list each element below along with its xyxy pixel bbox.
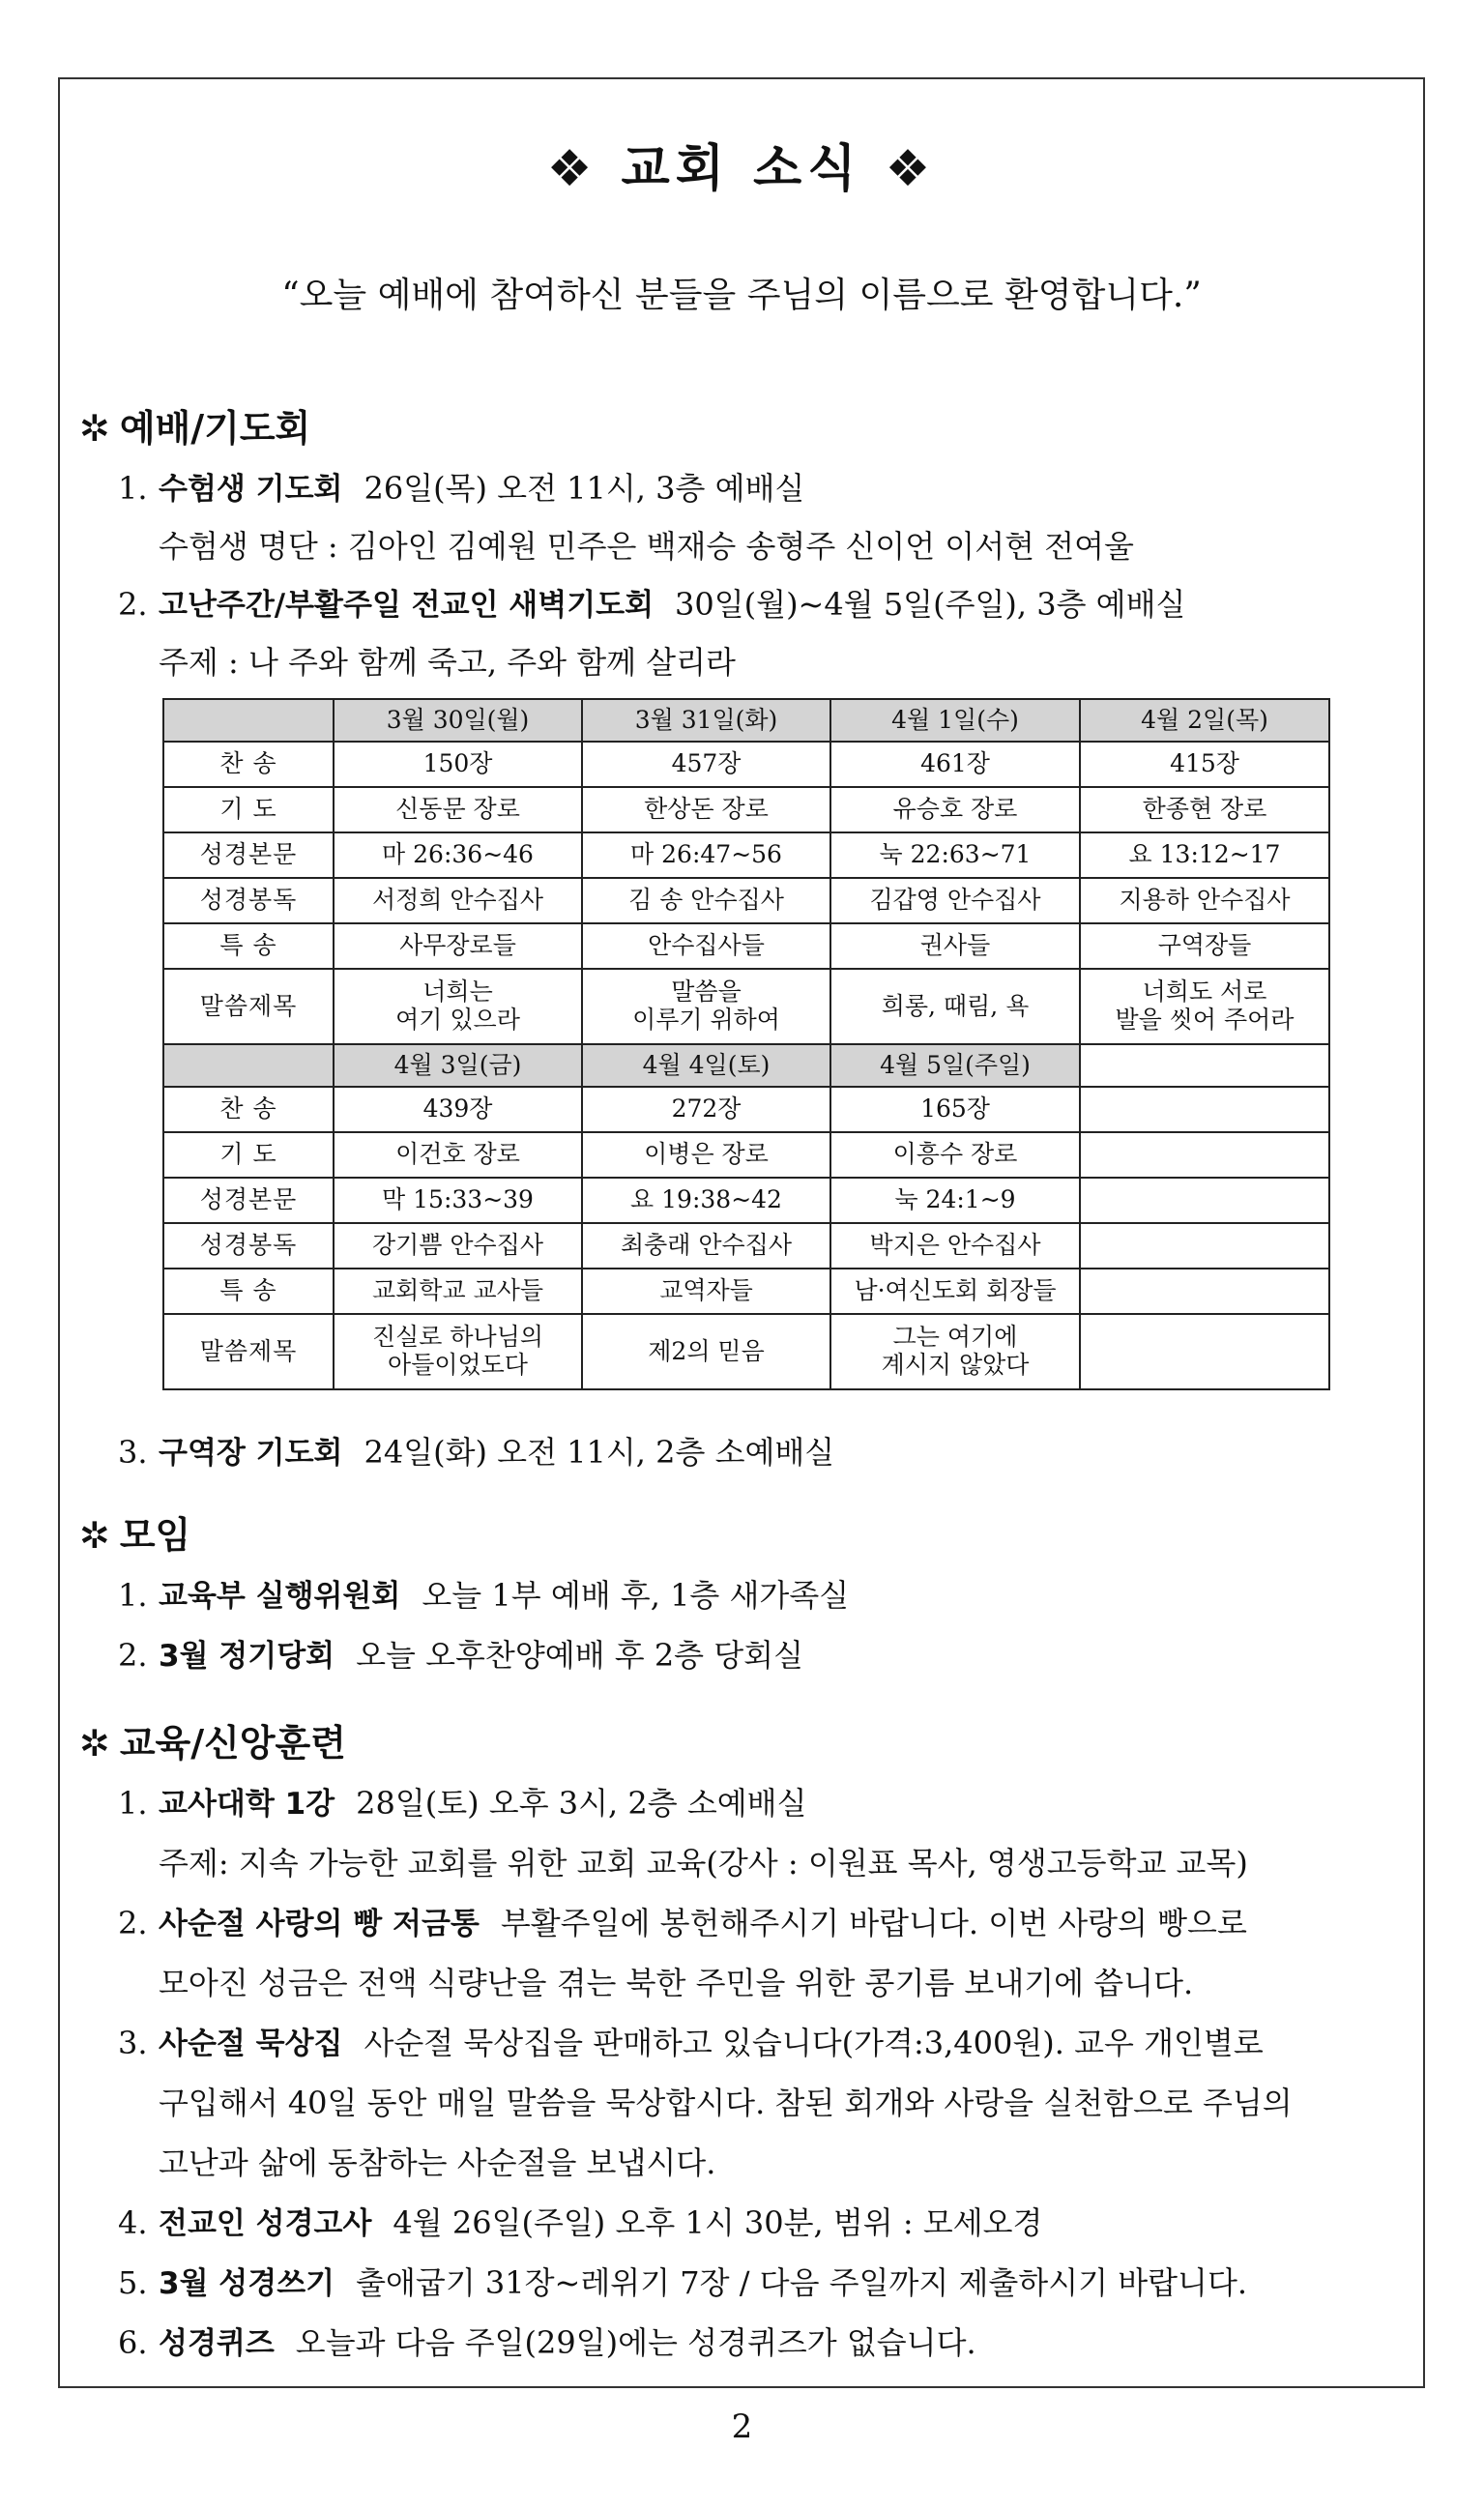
list-item: 1. 교육부 실행위원회 오늘 1부 예배 후, 1층 새가족실 [118, 1577, 850, 1614]
section-mark-icon: ✲ [79, 407, 110, 450]
row-label: 말씀제목 [163, 1314, 334, 1389]
table-row: 성경봉독 강기쁨 안수집사 최충래 안수집사 박지은 안수집사 [163, 1223, 1329, 1269]
table-row: 말씀제목 너희는 여기 있으라 말씀을 이루기 위하여 희롱, 때림, 욕 너희도 서로 발을 씻어 주어라 [163, 969, 1329, 1044]
row-label: 성경봉독 [163, 878, 334, 923]
list-item: 3. 구역장 기도회 24일(화) 오전 11시, 2층 소예배실 [118, 1434, 835, 1471]
list-item-cont: 고난과 삶에 동참하는 사순절을 보냅시다. [159, 2144, 716, 2181]
row-label: 성경본문 [163, 832, 334, 878]
date-cell: 4월 4일(토) [582, 1044, 830, 1087]
page-title: ❖ 교회 소식 ❖ [546, 140, 937, 198]
table-row: 기 도 신동문 장로 한상돈 장로 유승호 장로 한종현 장로 [163, 787, 1329, 832]
date-cell: 4월 1일(수) [830, 699, 1080, 742]
row-label: 기 도 [163, 787, 334, 832]
section-heading-worship: ✲ 예배/기도회 [79, 407, 311, 450]
table-row: 성경봉독 서정희 안수집사 김 송 안수집사 김갑영 안수집사 지용하 안수집사 [163, 878, 1329, 923]
list-item-sub: 주제: 지속 가능한 교회를 위한 교회 교육(강사 : 이원표 목사, 영생고등학교 교목) [159, 1845, 1248, 1882]
list-item: 3. 사순절 묵상집 사순절 묵상집을 판매하고 있습니다(가격:3,400원). 교우 개인별로 [118, 2025, 1264, 2061]
section-mark-icon: ✲ [79, 1722, 110, 1765]
schedule-table [162, 698, 1330, 1390]
page-number: 2 [731, 2407, 753, 2446]
row-label: 말씀제목 [163, 969, 334, 1044]
table-row: 찬 송 150장 457장 461장 415장 [163, 742, 1329, 787]
section-heading-gathering: ✲ 모임 [79, 1514, 191, 1557]
row-label: 기 도 [163, 1132, 334, 1178]
date-cell: 4월 5일(주일) [830, 1044, 1080, 1087]
section-mark-icon: ✲ [79, 1514, 110, 1557]
table-row: 기 도 이건호 장로 이병은 장로 이흥수 장로 [163, 1132, 1329, 1178]
row-label: 찬 송 [163, 742, 334, 787]
welcome-message: “오늘 예배에 참여하신 분들을 주님의 이름으로 환영합니다.” [281, 276, 1202, 315]
row-label: 성경본문 [163, 1178, 334, 1223]
date-cell: 3월 31일(화) [582, 699, 830, 742]
date-cell: 3월 30일(월) [334, 699, 582, 742]
row-label: 성경봉독 [163, 1223, 334, 1269]
news-frame [58, 77, 1425, 2388]
row-label: 특 송 [163, 1269, 334, 1314]
table-row [163, 1044, 1329, 1087]
table-row: 특 송 사무장로들 안수집사들 권사들 구역장들 [163, 923, 1329, 969]
date-cell: 4월 3일(금) [334, 1044, 582, 1087]
list-item: 1. 수험생 기도회 26일(목) 오전 11시, 3층 예배실 [118, 470, 805, 507]
list-item-sub: 주제 : 나 주와 함께 죽고, 주와 함께 살리라 [159, 644, 736, 681]
list-item-sub: 수험생 명단 : 김아인 김예원 민주은 백재승 송형주 신이언 이서현 전여울 [159, 528, 1134, 565]
list-item: 2. 3월 정기당회 오늘 오후찬양예배 후 2층 당회실 [118, 1637, 803, 1674]
list-item: 4. 전교인 성경고사 4월 26일(주일) 오후 1시 30분, 범위 : 모세오경 [118, 2204, 1043, 2241]
table-row [163, 699, 1329, 742]
table-row: 말씀제목 진실로 하나님의 아들이었도다 제2의 믿음 그는 여기에 계시지 않았다 [163, 1314, 1329, 1389]
section-heading-education: ✲ 교육/신앙훈련 [79, 1722, 346, 1765]
table-row: 특 송 교회학교 교사들 교역자들 남·여신도회 회장들 [163, 1269, 1329, 1314]
row-label: 특 송 [163, 923, 334, 969]
list-item: 1. 교사대학 1강 28일(토) 오후 3시, 2층 소예배실 [118, 1785, 807, 1822]
list-item-cont: 구입해서 40일 동안 매일 말씀을 묵상합시다. 참된 회개와 사랑을 실천함으로 주님의 [159, 2085, 1293, 2121]
list-item-cont: 모아진 성금은 전액 식량난을 겪는 북한 주민을 위한 콩기름 보내기에 씁니다. [159, 1965, 1194, 2001]
date-cell: 4월 2일(목) [1080, 699, 1329, 742]
list-item: 2. 고난주간/부활주일 전교인 새벽기도회 30일(월)~4월 5일(주일), 3층 예배실 [118, 586, 1186, 623]
list-item: 6. 성경퀴즈 오늘과 다음 주일(29일)에는 성경퀴즈가 없습니다. [118, 2324, 976, 2361]
list-item: 2. 사순절 사랑의 빵 저금통 부활주일에 봉헌해주시기 바랍니다. 이번 사랑의 빵으로 [118, 1905, 1247, 1941]
row-label: 찬 송 [163, 1087, 334, 1132]
list-item: 5. 3월 성경쓰기 출애굽기 31장~레위기 7장 / 다음 주일까지 제출하시기 바랍니다. [118, 2264, 1248, 2301]
table-row: 성경본문 마 26:36~46 마 26:47~56 눅 22:63~71 요 13:12~17 [163, 832, 1329, 878]
table-row: 성경본문 막 15:33~39 요 19:38~42 눅 24:1~9 [163, 1178, 1329, 1223]
table-row: 찬 송 439장 272장 165장 [163, 1087, 1329, 1132]
